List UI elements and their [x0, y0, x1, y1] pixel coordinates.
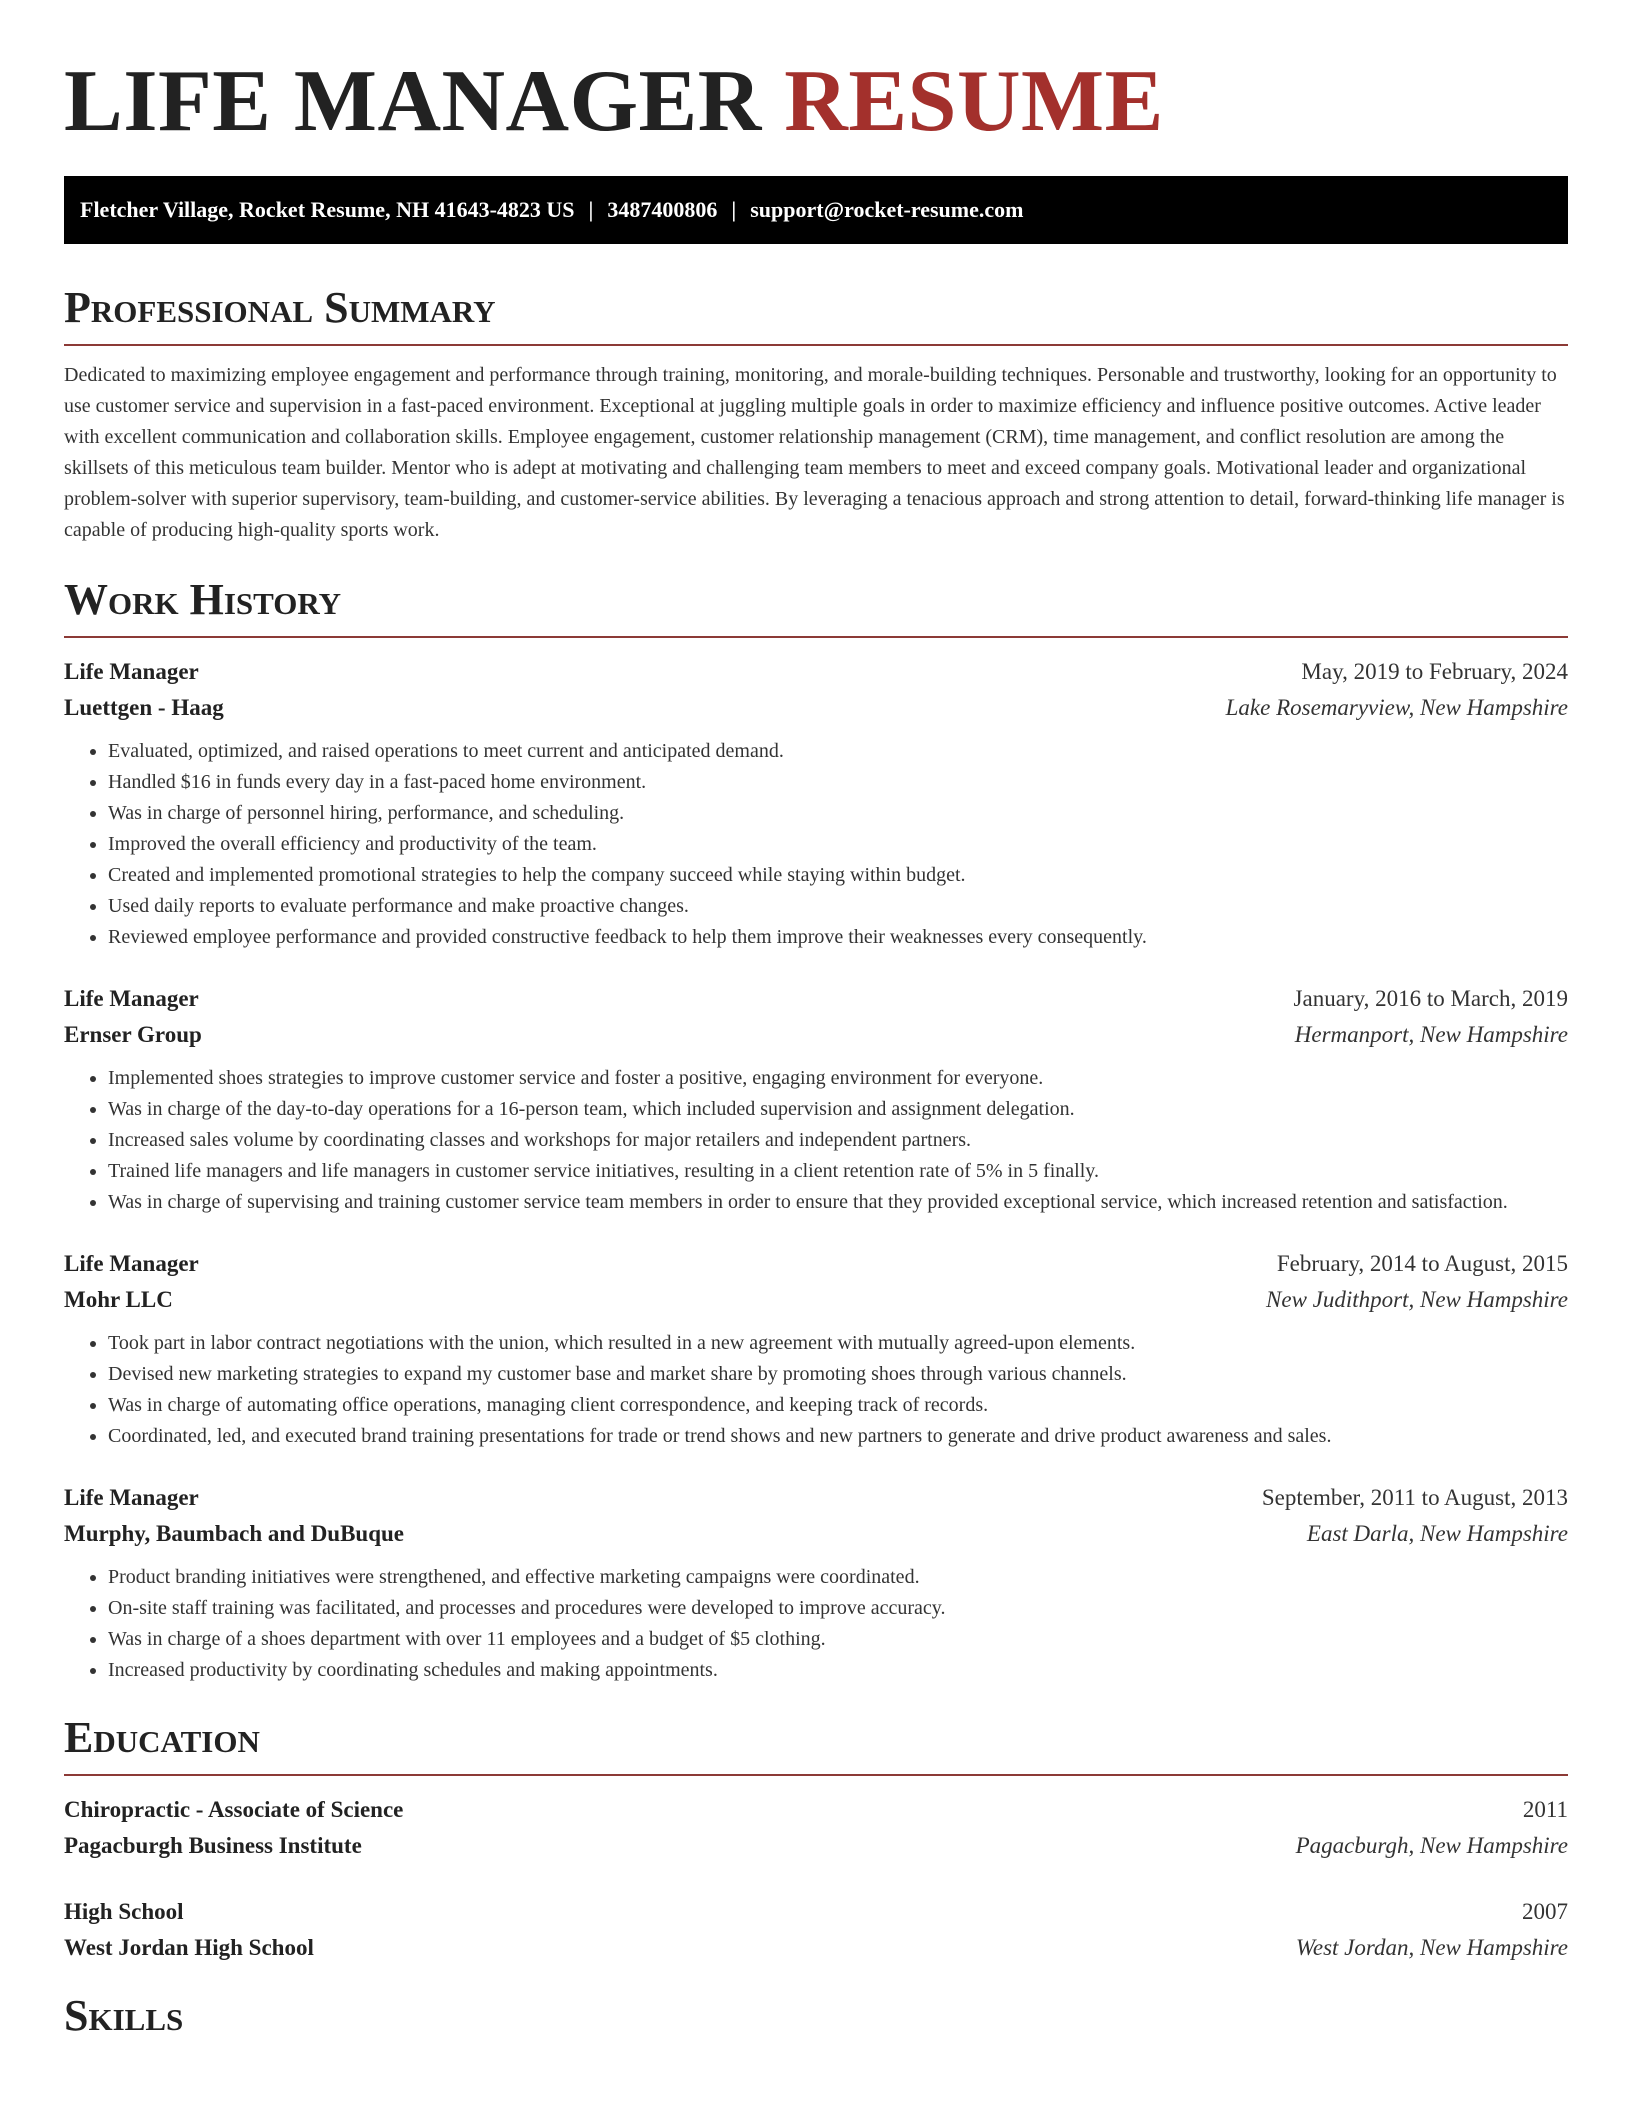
job-location: East Darla, New Hampshire — [1306, 1521, 1568, 1546]
list-item: • Was in charge of automating office operations, managing client correspondence, and keeping track of records. — [108, 1390, 1568, 1421]
job-entry — [64, 981, 1568, 1218]
list-item: • Coordinated, led, and executed brand training presentations for trade or trend shows and new partners to generate and drive product awareness and sales. — [108, 1421, 1568, 1452]
summary-text: Dedicated to maximizing employee engagement and performance through training, monitoring, and morale-building techniques. Personable and trustworthy, looking for an opportunity to use customer service and supervision in a fast-paced environment. Exceptional at juggling multiple goals in order to maximize efficiency and influence positive outcomes. Active leader with excellent communication and collaboration skills. Employee engagement, customer relationship management (CRM), time management, and conflict resolution are among the skillsets of this meticulous team builder. Mentor who is adept at motivating and challenging team members to meet and exceed company goals. Motivational leader and organizational problem-solver with superior supervisory, team-building, and customer-service abilities. By leveraging a tenacious approach and strong attention to detail, forward-thinking life manager is capable of producing high-quality sports work. — [64, 364, 1565, 541]
job-company-row — [64, 1516, 1568, 1552]
job-location: Lake Rosemaryview, New Hampshire — [1225, 695, 1568, 720]
education-degree: Chiropractic - Associate of Science — [64, 1797, 404, 1822]
contact-email: support@rocket-resume.com — [750, 197, 1024, 222]
list-item: • Improved the overall efficiency and productivity of the team. — [108, 829, 1568, 860]
contact-phone: 3487400806 — [607, 197, 718, 222]
list-item: • Used daily reports to evaluate performance and make proactive changes. — [108, 891, 1568, 922]
list-item: • Took part in labor contract negotiations with the union, which resulted in a new agreement with mutually agreed-upon elements. — [108, 1328, 1568, 1359]
job-title-row — [64, 1480, 1568, 1516]
list-item: • Created and implemented promotional strategies to help the company succeed while staying within budget. — [108, 860, 1568, 891]
contact-bar — [64, 176, 1568, 244]
job-company: Mohr LLC — [64, 1287, 173, 1312]
list-item: • Evaluated, optimized, and raised operations to meet current and anticipated demand. — [108, 736, 1568, 767]
education-entry — [64, 1894, 1568, 1966]
job-bullets — [64, 1562, 1568, 1686]
education-school: Pagacburgh Business Institute — [64, 1833, 362, 1858]
job-location: Hermanport, New Hampshire — [1294, 1022, 1568, 1047]
job-entry — [64, 654, 1568, 953]
job-dates: January, 2016 to March, 2019 — [1293, 986, 1568, 1011]
skills-heading: Skills — [64, 1991, 184, 2040]
education-degree: High School — [64, 1899, 184, 1924]
education-school-row — [64, 1828, 1568, 1864]
job-bullets — [64, 1063, 1568, 1218]
education-year: 2007 — [1522, 1899, 1568, 1924]
job-entry — [64, 1246, 1568, 1452]
list-item: • Was in charge of supervising and training customer service team members in order to ensure that they provided exceptional service, which increased retention and satisfaction. — [108, 1187, 1568, 1218]
job-dates: May, 2019 to February, 2024 — [1301, 659, 1568, 684]
title-accent: RESUME — [784, 53, 1164, 150]
list-item: • Was in charge of a shoes department with over 11 employees and a budget of $5 clothing. — [108, 1624, 1568, 1655]
job-company: Ernser Group — [64, 1022, 202, 1047]
contact-address: Fletcher Village, Rocket Resume, NH 41643-4823 US — [80, 197, 575, 222]
job-title: Life Manager — [64, 1485, 199, 1510]
list-item: • Was in charge of personnel hiring, performance, and scheduling. — [108, 798, 1568, 829]
list-item: • Devised new marketing strategies to expand my customer base and market share by promoting shoes through various channels. — [108, 1359, 1568, 1390]
summary-heading: Professional Summary — [64, 282, 1568, 346]
education-location: West Jordan, New Hampshire — [1295, 1935, 1568, 1960]
job-company: Murphy, Baumbach and DuBuque — [64, 1521, 405, 1546]
job-bullets — [64, 1328, 1568, 1452]
list-item: • On-site staff training was facilitated, and processes and procedures were developed to improve accuracy. — [108, 1593, 1568, 1624]
job-title: Life Manager — [64, 1251, 199, 1276]
job-dates: February, 2014 to August, 2015 — [1276, 1251, 1568, 1276]
list-item: • Handled $16 in funds every day in a fast-paced home environment. — [108, 767, 1568, 798]
job-location: New Judithport, New Hampshire — [1266, 1287, 1568, 1312]
list-item: • Product branding initiatives were strengthened, and effective marketing campaigns were coordinated. — [108, 1562, 1568, 1593]
education-degree-row — [64, 1894, 1568, 1930]
education-heading: Education — [64, 1712, 1568, 1776]
list-item: • Increased sales volume by coordinating classes and workshops for major retailers and independent partners. — [108, 1125, 1568, 1156]
job-title-row — [64, 1246, 1568, 1282]
page-title — [64, 0, 1568, 172]
job-company-row — [64, 1282, 1568, 1318]
contact-separator: | — [731, 197, 737, 222]
education-location: Pagacburgh, New Hampshire — [1295, 1833, 1568, 1858]
education-school: West Jordan High School — [64, 1935, 314, 1960]
education-entry — [64, 1792, 1568, 1864]
job-title: Life Manager — [64, 659, 199, 684]
job-bullets — [64, 736, 1568, 953]
list-item: • Reviewed employee performance and provided constructive feedback to help them improve their weaknesses every consequently. — [108, 922, 1568, 953]
job-dates: September, 2011 to August, 2013 — [1261, 1485, 1568, 1510]
list-item: • Implemented shoes strategies to improve customer service and foster a positive, engaging environment for everyone. — [108, 1063, 1568, 1094]
education-degree-row — [64, 1792, 1568, 1828]
list-item: • Trained life managers and life managers in customer service initiatives, resulting in a client retention rate of 5% in 5 finally. — [108, 1156, 1568, 1187]
job-title: Life Manager — [64, 986, 199, 1011]
job-title-row — [64, 981, 1568, 1017]
job-company-row — [64, 690, 1568, 726]
job-company-row — [64, 1017, 1568, 1053]
contact-separator: | — [588, 197, 594, 222]
job-entry — [64, 1480, 1568, 1686]
title-main: LIFE MANAGER — [64, 53, 762, 150]
job-title-row — [64, 654, 1568, 690]
list-item: • Was in charge of the day-to-day operations for a 16-person team, which included supervision and assignment delegation. — [108, 1094, 1568, 1125]
list-item: • Increased productivity by coordinating schedules and making appointments. — [108, 1655, 1568, 1686]
work-history-heading: Work History — [64, 574, 1568, 638]
education-school-row — [64, 1930, 1568, 1966]
education-year: 2011 — [1522, 1797, 1568, 1822]
job-company: Luettgen - Haag — [64, 695, 224, 720]
